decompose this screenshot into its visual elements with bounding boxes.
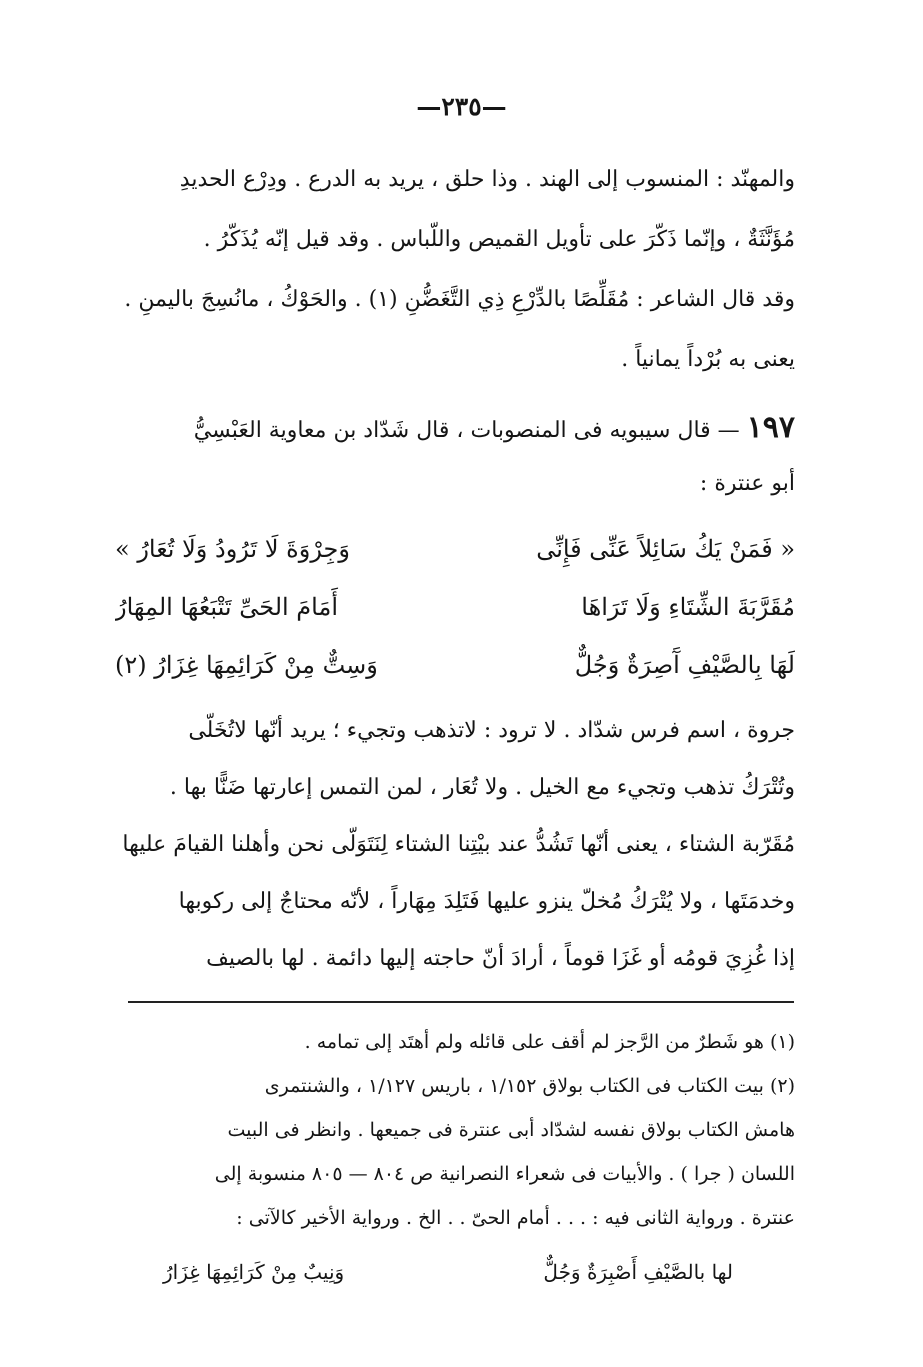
text-line: إذا غُزِيَ قومُه أو غَزَا قوماً ، أرادَ أنّ حاجته إليها دائمة . لها بالصيف [206,946,795,971]
text-line: يعنى به بُرْداً يمانياً . [621,347,795,372]
footnote-verse [163,1250,733,1294]
intro-paragraph [115,150,795,390]
entry-number: ١٩٧ [746,410,795,445]
verse [115,636,795,694]
footnotes [115,1020,795,1240]
verse-first-hemistich: لَهَا بِالصَّيْفِ آَصِرَةٌ وَجُلٌّ [574,651,795,679]
text-line: وقد قال الشاعر : مُقَلِّصًا بالدِّرْعِ ذِي التَّغَضُّنِ (١) . والحَوْكُ ، مانُسِجَ باليمنِ . [124,287,795,312]
verse-second-hemistich: أَمَامَ الحَىِّ تَتْبَعُهَا المِهَارُ [115,593,338,621]
text-line: مُقَرّبة الشتاء ، يعنى أنّها تَشُدُّ عند بيْتِنا الشتاء لِنَتَوَلّى نحن وأهلنا القيامَ عليها [122,832,795,857]
page-number: —٢٣٥— [416,92,507,121]
poem [115,520,795,694]
verse [115,520,795,578]
entry-heading-text: — قال سيبويه فى المنصوبات ، قال شَدّاد بن معاوية العَبْسِيُّ [193,418,740,443]
text-line: جروة ، اسم فرس شدّاد . لا ترود : لاتذهب وتجيء ؛ يريد أنّها لاتُخَلّى [188,718,795,743]
footnote-verse-second-hemistich: وَنِيبٌ مِنْ كَرَائِمِهَا غِزَارُ [163,1260,345,1284]
footnote-verse-first-hemistich: لها بالصَّيْفِ أَصْبِرَةٌ وَجُلٌّ [543,1260,733,1284]
footnote-line: عنترة . ورواية الثانى فيه : . . . أمام الحىّ . . الخ . ورواية الأخير كالآتى : [236,1207,795,1229]
verse-first-hemistich: « فَمَنْ يَكُ سَائِلاً عَنِّى فَإِنِّى [536,535,795,563]
entry-heading-line [115,400,795,456]
commentary-paragraph [115,702,795,987]
footnote-divider [128,1001,794,1003]
verse-second-hemistich: وَجِرْوَةَ لَا تَرُودُ وَلَا تُعَارُ » [115,535,350,563]
verse-first-hemistich: مُقَرَّبَةَ الشِّتَاءِ وَلَا تَرَاهَا [581,593,795,621]
text-line: وتُتْرَكُ تذهب وتجيء مع الخيل . ولا تُعَار ، لمن التمس إعارتها ضَنًّا بها . [169,775,795,800]
footnote-line: هامش الكتاب بولاق نفسه لشدّاد أبى عنترة فى جميعها . وانظر فى البيت [227,1119,795,1141]
entry-heading [115,400,795,512]
footnote-line: (١) هو شَطرٌ من الرَّجز لم أقف على قائله ولم أهتَد إلى تمامه . [304,1031,795,1053]
verse-second-hemistich: وَسِتٌّ مِنْ كَرَائِمِهَا غِزَارُ (٢) [115,651,378,679]
verse [115,578,795,636]
entry-heading-line: أبو عنترة : [699,471,795,496]
footnote-line: اللسان ( جرا ) . والأبيات فى شعراء النصرانية ص ٨٠٤ — ٨٠٥ منسوبة إلى [214,1163,795,1185]
footnote-line: (٢) بيت الكتاب فى الكتاب بولاق ١/١٥٢ ، باريس ١/١٢٧ ، والشنتمرى [264,1075,795,1097]
text-line: مُؤَنَّثَةٌ ، وإنّما ذَكّرَ على تأويل القميص واللّباس . وقد قيل إنّه يُذَكّرُ . [203,227,795,252]
text-line: والمهنّد : المنسوب إلى الهند . وذا حلق ، يريد به الدرع . ودِرْع الحديدِ [179,167,795,192]
text-line: وخدمَتَها ، ولا يُتْرَكُ مُخلّ ينزو عليها فَتَلِدَ مِهَاراً ، لأنّه محتاجٌ إلى ركوبها [178,889,795,914]
